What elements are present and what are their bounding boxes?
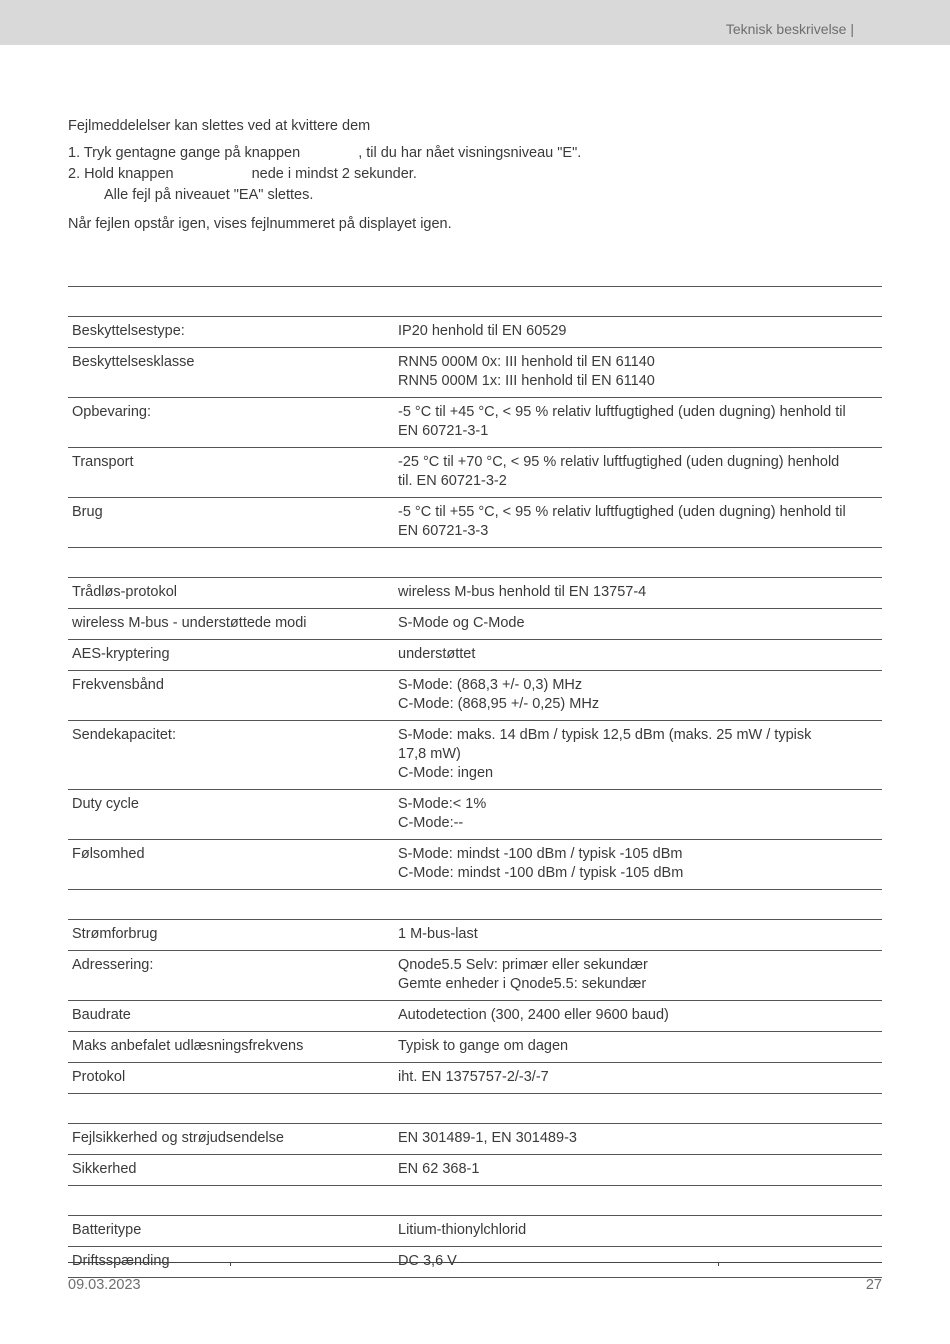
spec-value-line: RNN5 000M 1x: III henhold til EN 61140 <box>398 373 655 389</box>
spec-label: Sikkerhed <box>72 1161 137 1177</box>
spec-row <box>68 721 882 790</box>
spec-row <box>68 578 882 609</box>
step-1-text-a: 1. Tryk gentagne gange på knappen <box>68 145 301 161</box>
spec-row <box>68 920 882 951</box>
spec-value <box>394 403 882 441</box>
spec-value <box>394 583 882 602</box>
spec-value-line: C-Mode:-- <box>398 815 464 831</box>
spec-group <box>68 1216 882 1278</box>
spec-value-line: S-Mode: maks. 14 dBm / typisk 12,5 dBm (maks. 25 mW / typisk <box>398 727 812 743</box>
spec-value <box>394 1160 882 1179</box>
spec-row <box>68 398 882 448</box>
spec-value <box>394 322 882 341</box>
spec-value <box>394 1129 882 1148</box>
spec-value-line: wireless M-bus henhold til EN 13757-4 <box>398 584 647 600</box>
spec-row <box>68 671 882 721</box>
spec-value-line: IP20 henhold til EN 60529 <box>398 323 567 339</box>
spec-value-line: EN 60721-3-1 <box>398 423 489 439</box>
spec-value-line: Litium-thionylchlorid <box>398 1222 527 1238</box>
spec-value-line: EN 62 368-1 <box>398 1161 480 1177</box>
spec-row <box>68 348 882 398</box>
spec-value-line: -5 °C til +55 °C, < 95 % relativ luftfugtighed (uden dugning) henhold til <box>398 504 846 520</box>
spec-value <box>394 1006 882 1025</box>
spec-label: AES-kryptering <box>72 646 170 662</box>
spec-value-line: C-Mode: ingen <box>398 765 494 781</box>
step-2-text-a: 2. Hold knappen <box>68 166 174 182</box>
spec-label: Batteritype <box>72 1222 142 1238</box>
spec-value-line: Typisk to gange om dagen <box>398 1038 569 1054</box>
spec-table <box>68 286 882 1278</box>
spec-value-line: 17,8 mW) <box>398 746 461 762</box>
spec-value <box>394 845 882 883</box>
spec-label: Følsomhed <box>72 846 145 862</box>
spec-label: Trådløs-protokol <box>72 584 178 600</box>
spec-label: Beskyttelsesklasse <box>72 354 195 370</box>
spec-value-line: S-Mode:< 1% <box>398 796 487 812</box>
spec-row <box>68 498 882 547</box>
closing-text: Når fejlen opstår igen, vises fejlnummeret på displayet igen. <box>68 216 452 232</box>
spec-row <box>68 1063 882 1093</box>
page-number: 27 <box>865 1277 882 1293</box>
step-1 <box>68 143 882 164</box>
spec-value-line: -25 °C til +70 °C, < 95 % relativ luftfugtighed (uden dugning) henhold <box>398 454 840 470</box>
spec-value-line: Gemte enheder i Qnode5.5: sekundær <box>398 976 647 992</box>
spec-row <box>68 609 882 640</box>
spec-value-line: S-Mode og C-Mode <box>398 615 525 631</box>
spec-group-header <box>68 890 882 920</box>
spec-label: Driftsspænding <box>72 1253 170 1269</box>
spec-label: Brug <box>72 504 103 520</box>
spec-value <box>394 1068 882 1087</box>
header-title: Teknisk beskrivelse | <box>725 21 854 37</box>
spec-value-line: RNN5 000M 0x: III henhold til EN 61140 <box>398 354 655 370</box>
spec-label: Beskyttelsestype: <box>72 323 185 339</box>
intro-line: Fejlmeddelelser kan slettes ved at kvittere dem <box>68 118 371 134</box>
spec-group-header <box>68 548 882 578</box>
spec-label: Fejlsikkerhed og strøjudsendelse <box>72 1130 284 1146</box>
spec-label: Adressering: <box>72 957 154 973</box>
spec-row <box>68 1032 882 1063</box>
step-2-text-b: nede i mindst 2 sekunder. <box>251 166 417 182</box>
spec-value-line: DC 3,6 V <box>398 1253 457 1269</box>
spec-row <box>68 840 882 889</box>
spec-label: wireless M-bus - understøttede modi <box>72 615 307 631</box>
spec-value-line: EN 60721-3-3 <box>398 523 489 539</box>
spec-value <box>394 795 882 833</box>
spec-value <box>394 645 882 664</box>
spec-row <box>68 1001 882 1032</box>
intro-section <box>68 116 882 235</box>
spec-group-header <box>68 287 882 317</box>
spec-row <box>68 1216 882 1247</box>
step-2 <box>68 164 882 185</box>
spec-value <box>394 676 882 714</box>
spec-group <box>68 920 882 1094</box>
step-2-note: Alle fejl på niveauet "EA" slettes. <box>104 187 314 203</box>
spec-value <box>394 925 882 944</box>
spec-value <box>394 956 882 994</box>
spec-label: Transport <box>72 454 134 470</box>
spec-value <box>394 353 882 391</box>
spec-value-line: C-Mode: (868,95 +/- 0,25) MHz <box>398 696 600 712</box>
spec-value <box>394 503 882 541</box>
spec-group <box>68 317 882 548</box>
footer-divider <box>68 1262 882 1263</box>
spec-value <box>394 1037 882 1056</box>
spec-group-header <box>68 1094 882 1124</box>
spec-row <box>68 790 882 840</box>
spec-value-line: C-Mode: mindst -100 dBm / typisk -105 dBm <box>398 865 684 881</box>
spec-value-line: EN 301489-1, EN 301489-3 <box>398 1130 577 1146</box>
step-1-text-b: , til du har nået visningsniveau "E". <box>358 145 582 161</box>
spec-row <box>68 1124 882 1155</box>
spec-value-line: 1 M-bus-last <box>398 926 478 942</box>
header-bar <box>0 0 950 45</box>
spec-value <box>394 453 882 491</box>
spec-row <box>68 1155 882 1185</box>
spec-row <box>68 317 882 348</box>
spec-label: Duty cycle <box>72 796 139 812</box>
spec-value-line: S-Mode: (868,3 +/- 0,3) MHz <box>398 677 583 693</box>
spec-label: Strømforbrug <box>72 926 158 942</box>
spec-value <box>394 1221 882 1240</box>
spec-label: Protokol <box>72 1069 126 1085</box>
spec-row <box>68 640 882 671</box>
spec-value <box>394 614 882 633</box>
spec-label: Sendekapacitet: <box>72 727 176 743</box>
spec-group <box>68 578 882 890</box>
spec-value-line: S-Mode: mindst -100 dBm / typisk -105 dBm <box>398 846 683 862</box>
spec-value-line: understøttet <box>398 646 476 662</box>
spec-label: Frekvensbånd <box>72 677 164 693</box>
spec-group-header <box>68 1186 882 1216</box>
spec-label: Opbevaring: <box>72 404 151 420</box>
spec-value-line: Autodetection (300, 2400 eller 9600 baud) <box>398 1007 669 1023</box>
spec-value-line: iht. EN 1375757-2/-3/-7 <box>398 1069 549 1085</box>
spec-label: Maks anbefalet udlæsningsfrekvens <box>72 1038 304 1054</box>
spec-label: Baudrate <box>72 1007 131 1023</box>
footer-date: 09.03.2023 <box>68 1277 141 1293</box>
spec-row <box>68 951 882 1001</box>
spec-group <box>68 1124 882 1186</box>
spec-value <box>394 726 882 783</box>
spec-value-line: til. EN 60721-3-2 <box>398 473 507 489</box>
spec-value-line: Qnode5.5 Selv: primær eller sekundær <box>398 957 648 973</box>
spec-value-line: -5 °C til +45 °C, < 95 % relativ luftfugtighed (uden dugning) henhold til <box>398 404 846 420</box>
spec-row <box>68 448 882 498</box>
